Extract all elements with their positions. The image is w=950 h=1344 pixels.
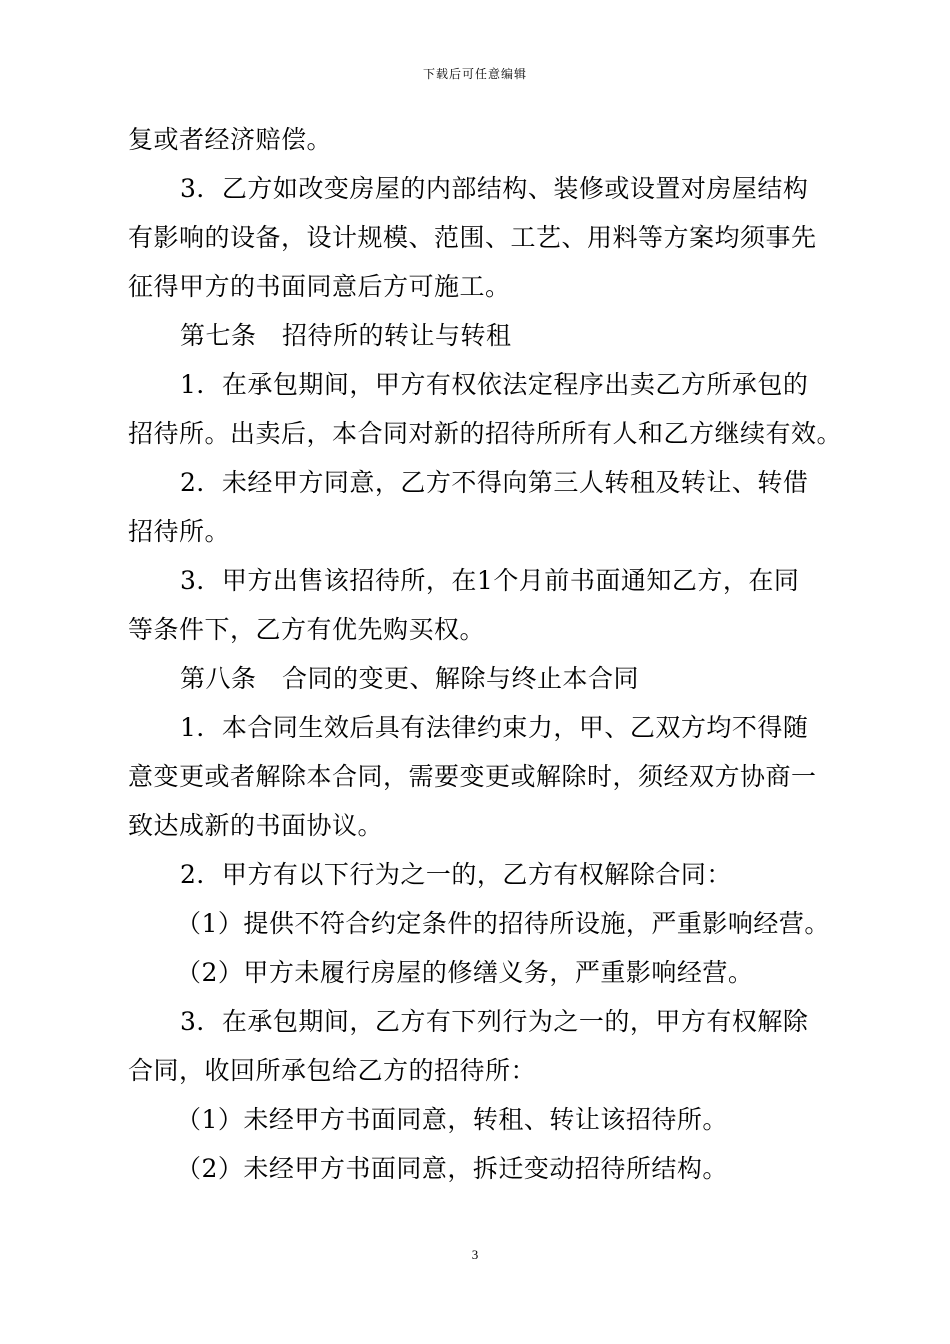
paragraph-line: 3．在承包期间，乙方有下列行为之一的，甲方有权解除: [180, 1007, 809, 1036]
paragraph-line: 致达成新的书面协议。: [128, 811, 384, 840]
paragraph-line: 意变更或者解除本合同，需要变更或解除时，须经双方协商一: [128, 762, 817, 791]
paragraph-line: 2．甲方有以下行为之一的，乙方有权解除合同：: [180, 860, 732, 889]
paragraph-line: 招待所。出卖后，本合同对新的招待所所有人和乙方继续有效。: [128, 419, 843, 448]
paragraph-line: 招待所。: [128, 517, 231, 546]
section-heading: 第七条 招待所的转让与转租: [180, 321, 512, 350]
paragraph-line: 2．未经甲方同意，乙方不得向第三人转租及转让、转借: [180, 468, 809, 497]
paragraph-line: 有影响的设备，设计规模、范围、工艺、用料等方案均须事先: [128, 223, 817, 252]
page-header: 下载后可任意编辑: [422, 67, 527, 81]
list-item: （1）未经甲方书面同意，转租、转让该招待所。: [176, 1105, 728, 1134]
section-heading: 第八条 合同的变更、解除与终止本合同: [180, 664, 640, 693]
paragraph-line: 合同，收回所承包给乙方的招待所：: [128, 1056, 537, 1085]
document-body: [128, 115, 843, 1193]
paragraph-line: 征得甲方的书面同意后方可施工。: [128, 272, 511, 301]
page-number: 3: [471, 1247, 479, 1262]
list-item: （2）甲方未履行房屋的修缮义务，严重影响经营。: [176, 958, 754, 987]
paragraph-line: 复或者经济赔偿。: [128, 125, 333, 154]
list-item: （1）提供不符合约定条件的招待所设施，严重影响经营。: [176, 909, 830, 938]
paragraph-line: 1．在承包期间，甲方有权依法定程序出卖乙方所承包的: [180, 370, 809, 399]
paragraph-line: 等条件下，乙方有优先购买权。: [128, 615, 486, 644]
paragraph-line: 3．甲方出售该招待所，在1个月前书面通知乙方，在同: [180, 566, 800, 595]
paragraph-line: 1．本合同生效后具有法律约束力，甲、乙双方均不得随: [180, 713, 809, 742]
paragraph-line: 3．乙方如改变房屋的内部结构、装修或设置对房屋结构: [180, 174, 809, 203]
list-item: （2）未经甲方书面同意，拆迁变动招待所结构。: [176, 1154, 728, 1183]
